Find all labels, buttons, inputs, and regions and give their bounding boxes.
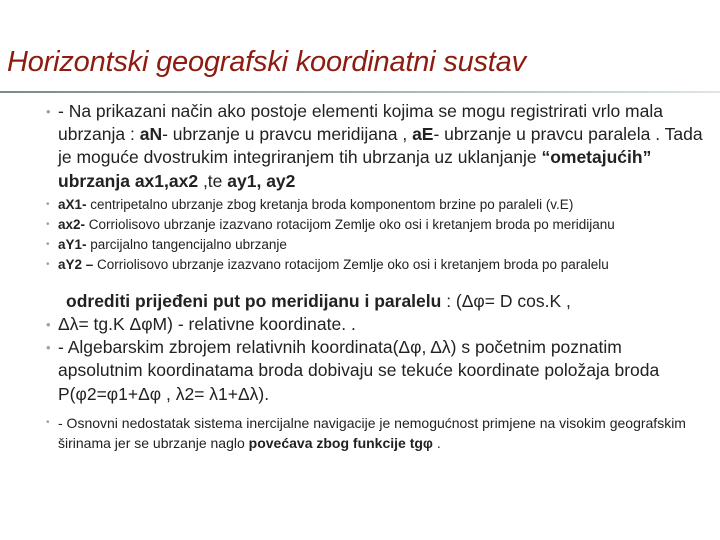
intro-text-2: - ubrzanje u pravcu meridijana , (162, 124, 413, 145)
title-divider (0, 91, 720, 93)
intro-an: aN (139, 124, 163, 145)
bullet-marker: • (46, 104, 51, 119)
bullet-marker: • (46, 259, 50, 271)
slide-body (48, 100, 708, 453)
ay1-label: aY1- (58, 236, 87, 252)
bullet-marker: • (46, 238, 50, 250)
bullet-ax2 (48, 217, 708, 234)
limitation-bold: povećava zbog funkcije tgφ (248, 434, 433, 451)
bullet-marker: • (46, 340, 51, 356)
ax1-text: centripetalno ubrzanje zbog kretanja broda komponentom brzine po paraleli (v.E) (86, 196, 574, 212)
intro-ometajucih: “ometajućih” ubrzanja ax1,ax2 (58, 147, 652, 191)
ay2-text: Corriolisovo ubrzanje izazvano rotacijom Zemlje oko osi i kretanjem broda po paralelu (93, 257, 609, 273)
ax1-label: aX1- (58, 196, 87, 212)
relative-bold: odrediti prijeđeni put po meridijanu i paralelu (66, 290, 442, 311)
limitation-text-2: . (432, 434, 441, 451)
absolute-text: - Algebarskim zbrojem relativnih koordinata(Δφ, Δλ) s početnim poznatim apsolutnim koordinatama broda dobivaju se tekuće koordinate položaja broda P(φ2=φ1+Δφ , λ2= λ1+Δλ). (58, 337, 660, 404)
intro-ae: aE (412, 124, 434, 145)
relative-formula: : (Δφ= D cos.K , (441, 290, 571, 311)
bullet-limitation (48, 413, 708, 453)
ay2-label: aY2 – (58, 257, 94, 273)
ax2-label: ax2- (58, 217, 86, 233)
bullet-marker: • (46, 219, 50, 231)
bullet-ay1 (48, 237, 708, 254)
bullet-relative-coordinates-line2 (48, 313, 708, 336)
relative-formula-2: Δλ= tg.K ΔφM) - relativne koordinate. . (58, 314, 356, 335)
ax2-text: Corriolisovo ubrzanje izazvano rotacijom Zemlje oko osi i kretanjem broda po meridijanu (85, 217, 615, 233)
bullet-intro (48, 100, 708, 193)
bullet-ay2 (48, 257, 708, 274)
intro-text-3: - ubrzanje u pravcu paralela . Tada je moguće dvostrukim integriranjem tih ubrzanja uz uklanjanje (58, 124, 703, 168)
slide-title: Horizontski geografski koordinatni sustav (7, 46, 526, 78)
bullet-marker: • (46, 317, 51, 333)
bullet-ax1 (48, 197, 708, 214)
intro-text-4: ,te (198, 170, 228, 191)
intro-text: - Na prikazani način ako postoje elementi kojima se mogu registrirati vrlo mala ubrzanja : (58, 101, 663, 145)
bullet-relative-coordinates (48, 290, 708, 313)
intro-ay: ay1, ay2 (227, 170, 296, 191)
bullet-marker: • (46, 198, 50, 210)
bullet-marker: • (46, 416, 50, 428)
bullet-absolute-coordinates (48, 336, 708, 406)
limitation-text: - Osnovni nedostatak sistema inercijalne navigacije je nemogućnost primjene na visokim geografskim širinama jer se ubrzanje naglo (58, 414, 686, 451)
ay1-text: parcijalno tangencijalno ubrzanje (86, 236, 287, 252)
